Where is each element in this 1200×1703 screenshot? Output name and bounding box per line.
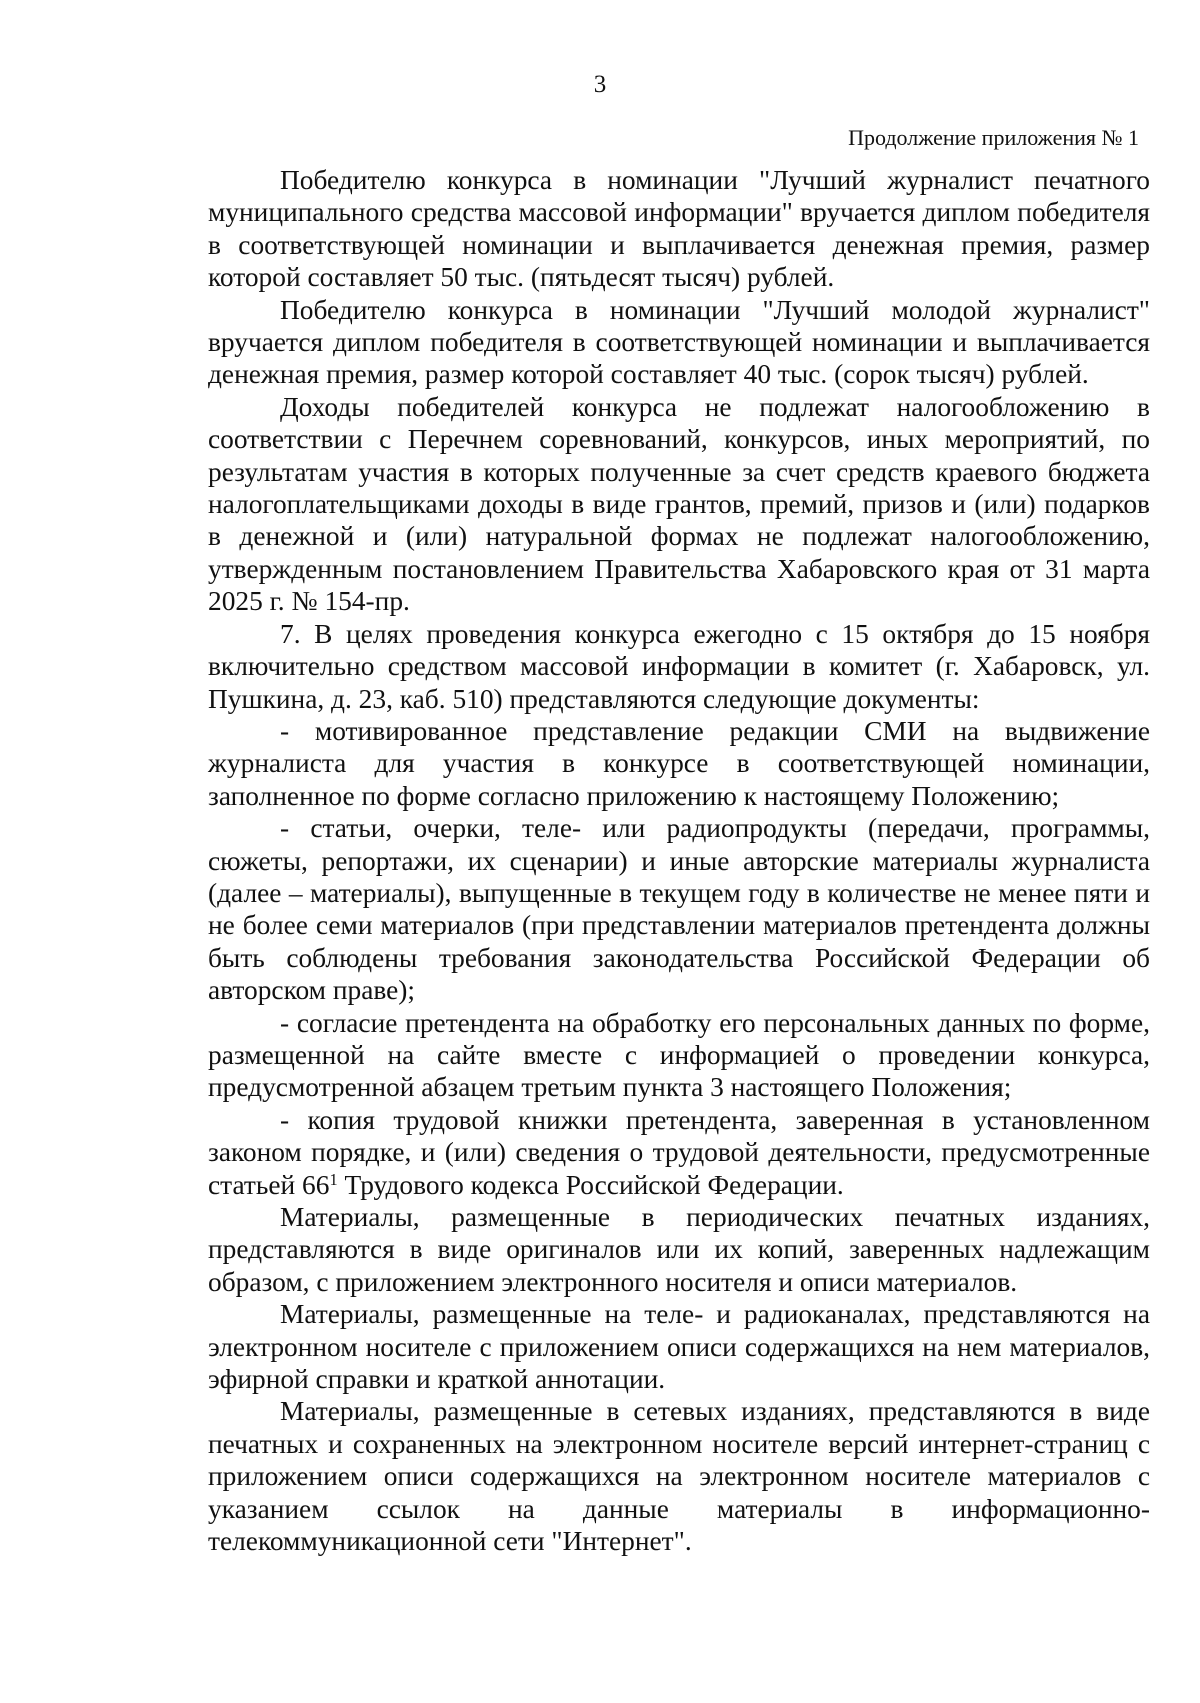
page-number: 3 [593, 71, 607, 98]
paragraph-print-materials: Материалы, размещенные в периодических печатных изданиях, представляются в виде оригиналов или их копий, заверенных надлежащим образом, с приложением электронного носителя и описи материалов. [208, 1202, 1150, 1297]
paragraph-broadcast-materials: Материалы, размещенные на теле- и радиоканалах, представляются на электронном носителе с приложением описи содержащихся на нем материалов, эфирной справки и краткой аннотации. [208, 1299, 1150, 1395]
paragraph-prize-young-journalist: Победителю конкурса в номинации "Лучший молодой журналист" вручается диплом победителя в соответствующей номинации и выплачивается денежная премия, размер которой составляет 40 тыс. (сорок тысяч) рублей. [208, 294, 1150, 390]
appendix-continuation-note: Продолжение приложения № 1 [848, 125, 1139, 150]
paragraph-prize-print-journalist: Победителю конкурса в номинации "Лучший журналист печатного муниципального средства массовой информации" вручается диплом победителя в соответствующей номинации и выплачивается денежная премия, размер которой составляет 50 тыс. (пятьдесят тысяч) рублей. [208, 165, 1150, 293]
list-item-materials: - статьи, очерки, теле- или радиопродукты (передачи, программы, сюжеты, репортажи, их сценарии) и иные авторские материалы журналиста (далее – материалы), выпущенные в текущем году в количестве не менее пяти и не более семи материалов (при представлении материалов претендента должны быть соблюдены требования законодательства Российской Федерации об авторском праве); [208, 813, 1150, 1006]
labor-book-text-end: Трудового кодекса Российской Федерации. [337, 1169, 844, 1200]
list-item-personal-data-consent: - согласие претендента на обработку его персональных данных по форме, размещенной на сайте вместе с информацией о проведении конкурса, предусмотренной абзацем третьим пункта 3 настоящего Положения; [208, 1007, 1150, 1103]
document-body [208, 164, 1150, 1557]
list-item-motivated-submission: - мотивированное представление редакции СМИ на выдвижение журналиста для участия в конкурсе в соответствующей номинации, заполненное по форме согласно приложению к настоящему Положению; [208, 715, 1150, 811]
paragraph-tax-exemption: Доходы победителей конкурса не подлежат налогообложению в соответствии с Перечнем соревнований, конкурсов, иных мероприятий, по результатам участия в которых полученные за счет средств краевого бюджета налогоплательщиками доходы в виде грантов, премий, призов и (или) подарков в денежной и (или) натуральной формах не подлежат налогообложению, утвержденным постановлением Правительства Хабаровского края от 31 марта 2025 г. № 154-пр. [208, 391, 1150, 617]
paragraph-online-materials: Материалы, размещенные в сетевых изданиях, представляются в виде печатных и сохраненных на электронном носителе версий интернет-страниц с приложением описи содержащихся на электронном носителе материалов с указанием ссылок на данные материалы в информационно-телекоммуникационной сети "Интернет". [208, 1396, 1150, 1557]
labor-book-text: - копия трудовой книжки претендента, заверенная в установленном законом порядке, и (или) сведения о трудовой деятельности, предусмотренные статьей 66 [208, 1104, 1150, 1200]
article-superscript: 1 [329, 1169, 338, 1189]
list-item-labor-book-copy [208, 1104, 1150, 1201]
paragraph-item-7-documents: 7. В целях проведения конкурса ежегодно с 15 октября до 15 ноября включительно средством массовой информации в комитет (г. Хабаровск, ул. Пушкина, д. 23, каб. 510) представляются следующие документы: [208, 618, 1150, 714]
